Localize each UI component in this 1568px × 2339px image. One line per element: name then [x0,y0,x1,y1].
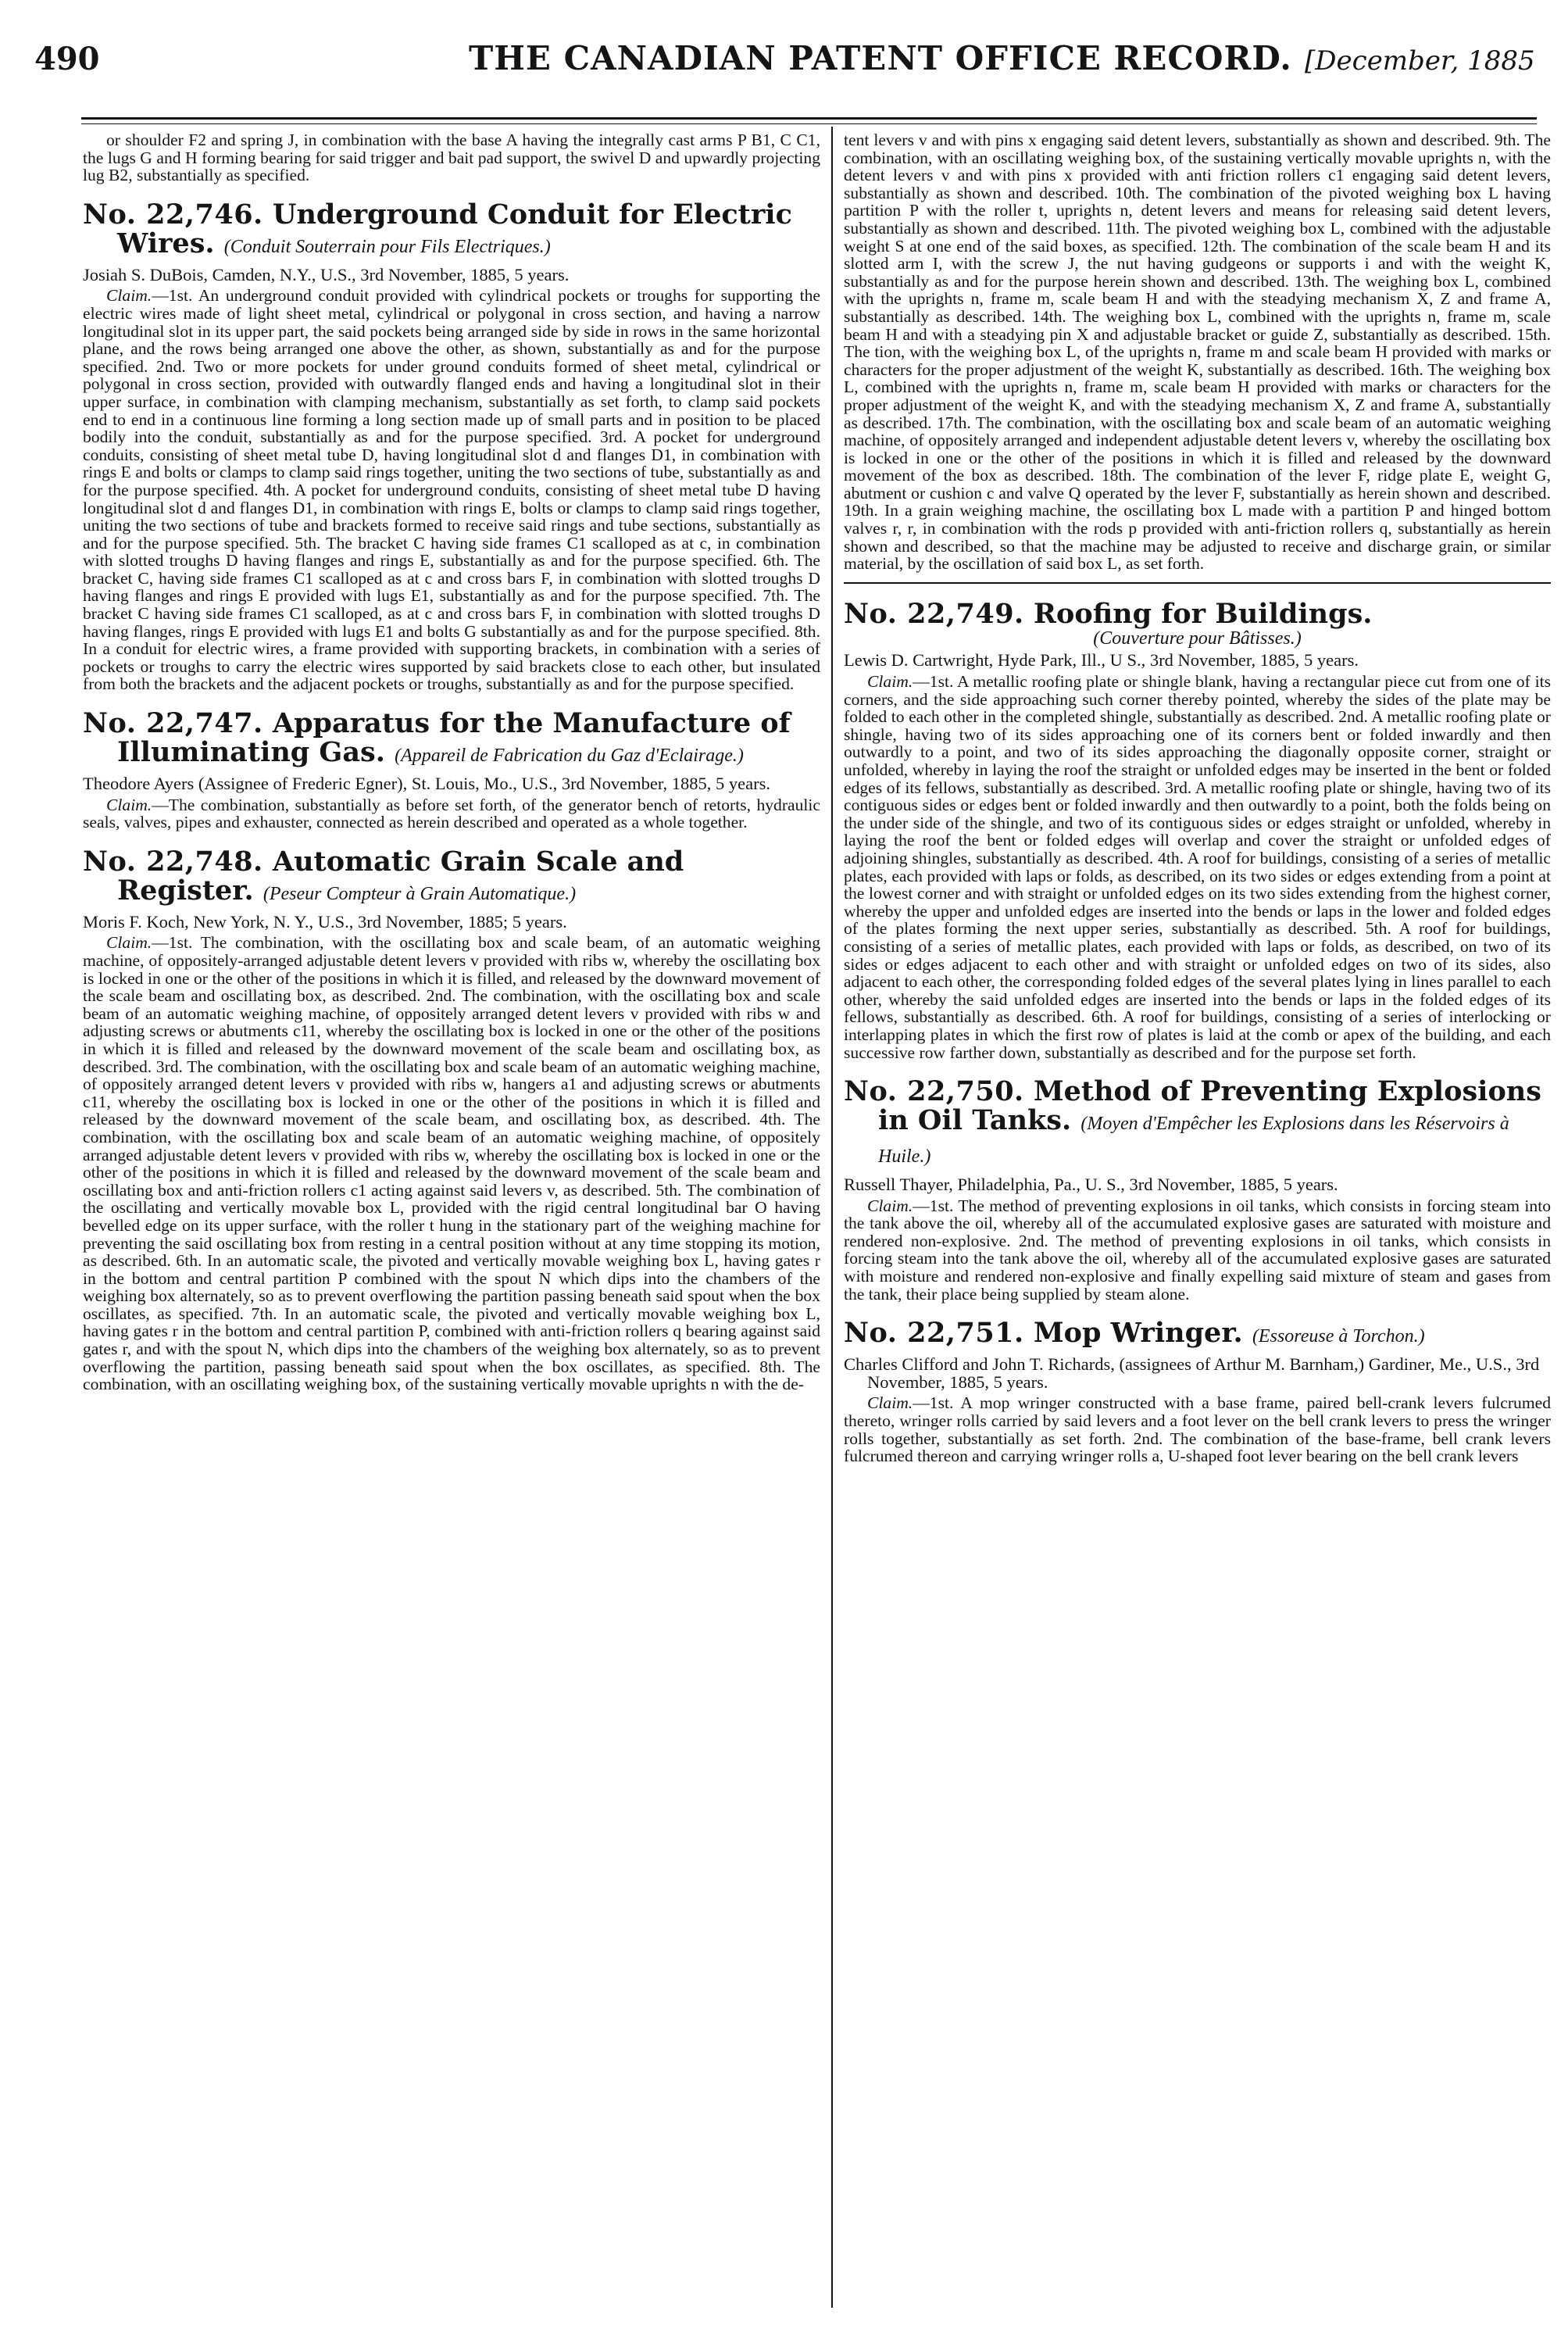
claim-text: —1st. The method of preventing explosions in oil tanks, which consists in forcing steam into the tank above the oil, whereby all of the accumulated explosive gases are saturated with moisture and rendered non-explosive. 2nd. The method of preventing explosions in oil tanks, which consists in forcing steam into the tank above the oil, whereby all of the accumulated explosive gases are saturated with moisture and rendered non-explosive and finally expelling said mixture of steam and gases from the tank, their place being supplied by steam alone. [844,1196,1551,1304]
patent-french-title: (Moyen d'Empêcher les Explosions dans les Réservoirs à Huile.) [878,1114,1509,1168]
continued-text: tent levers v and with pins x engaging said detent levers, substantially as shown and described. 9th. The combination, with an oscillating weighing box, of the sustaining vertically movable uprights n, with the detent levers v and with pins x provided with anti friction rollers c1 engaging said detent levers, substantially as shown and described. 10th. The combination of the pivoted weighing box L having partition P with the roller t, uprights n, detent levers and means for releasing said detent levers, substantially as shown and described. 11th. The pivoted weighing box L, combined with the adjustable weight S at one end of the said boxes, as specified. 12th. The combination of the scale beam H and its slotted arm I, with the screw J, the nut having gudgeons or supports i and with the weight K, substantially as and for the purpose herein shown and described. 13th. The weighing box L, combined with the uprights n, frame m, scale beam H and with the steadying mechanism X, Z and frame A, substantially as described. 14th. The weighing box L, combined with the uprights n, frame m, scale beam H and with a steadying pin X and adjustable bracket or guide Z, substantially as described. 15th. The tion, with the weighing box L, of the uprights n, frame m and scale beam H provided with marks or characters for the proper adjustment of the weight K, substantially as described. 16th. The weighing box L, combined with the uprights n, frame m, scale beam H provided with marks or characters for the proper adjustment of the weight K, and with the steadying mechanism X, Z and frame A, substantially as described. 17th. The combination, with the oscillating box and scale beam of an automatic weighing machine, of oppositely arranged and independent adjustable detent levers v, whereby the oscillating box is locked in one or the other of the positions in which it is filled and released by the downward movement of the box as described. 18th. The combination of the lever F, ridge plate E, weight G, abutment or cushion c and valve Q operated by the lever F, substantially as herein shown and described. 19th. In a grain weighing machine, the oscillating box L made with a partition P and hinged bottom valves r, r, in combination with the rods p provided with anti-friction rollers q, substantially as herein shown and described, so that the machine may be adjusted to receive and discharge grain, or similar material, by the oscillation of said box L, as set forth. [844,131,1551,574]
claim-text: —1st. An underground conduit provided with cylindrical pockets or troughs for supporting the electric wires made of light sheet metal, cylindrical or polygonal in cross section, and having a narrow longitudinal slot in its upper part, the said pockets being arranged side by side in rows in the same horizontal plane, and the rows being arranged one above the other, as shown, substantially as and for the purpose specified. 2nd. Two or more pockets for under ground conduits formed of sheet metal, cylindrical or polygonal in cross section, provided with outwardly flanged ends and having a longitudinal slot in their upper surface, in combination with clamping mechanism, substantially as set forth, to clamp said pockets end to end in a continuous line forming a long section made up of small parts and in position to be placed bodily into the conduit, substantially as and for the purpose specified. 3rd. A pocket for underground conduits, consisting of sheet metal tube D, having longitudinal slot d and flanges D1, in combination with rings E and bolts or clamps to clamp said rings together, uniting the two sections of tube, substantially as and for the purpose specified. 4th. A pocket for underground conduits, consisting of sheet metal tube D having longitudinal slot d and flanges D1, in combination with rings E, bolts or clamps to clamp said rings together, uniting the two sections of tube and brackets formed to receive said rings and tube sections, substantially as and for the purpose specified. 5th. The bracket C having side frames C1 scalloped as at c, in combination with slotted troughs D having flanges and rings E, substantially as and for the purpose specified. 6th. The bracket C, having side frames C1 scalloped as at c and cross bars F, in combination with slotted troughs D having flanges and rings E provided with lugs E1, substantially as and for the purpose specified. 7th. The bracket C having side frames C1 scalloped, as at c and cross bars F, in combination with slotted troughs D having flanges, rings E provided with lugs E1 and bolts G substantially as and for the purpose specified. 8th. In a conduit for electric wires, a frame provided with supporting brackets, in combination with a series of pockets or troughs to carry the electric wires supported by said brackets close to each other, but insulated from both the brackets and the adjacent pockets or troughs, substantially as and for the purpose specified. [83,286,820,694]
patent-french-title: (Peseur Compteur à Grain Automatique.) [263,883,577,904]
left-column [83,131,820,2316]
claim-label: Claim. [867,1393,913,1413]
claim-text: —1st. A metallic roofing plate or shingle blank, having a rectangular piece cut from one of its corners, and the side approaching such corner thereby pointed, whereby the sides of the plate may be folded to each other in the completed shingle, substantially as described. 2nd. A metallic roofing plate or shingle, having two of its sides approaching one of its corners bent or folded inwardly and then outwardly to a point, and two of its sides approaching the diagonally opposite corner, straight or unfolded, whereby in laying the roof the straight or unfolded edges may be inserted in the bent or folded edges of its fellows, substantially as described. 3rd. A metallic roofing plate or shingle, having two of its contiguous sides or edges bent or folded inwardly and then outwardly to a point, both the folds being on the under side of the shingle, and two of its contiguous sides or edges straight or unfolded, whereby in laying the roof the bent or folded edges will overlap and cover the straight or unfolded edges of adjoining shingles, substantially as described. 4th. A roof for buildings, consisting of a series of metallic plates, each provided with laps or folds, as described, on its two sides or edges extending from a point at the lowest corner and with straight or unfolded edges on its two sides extending from the highest corner, whereby the upper and unfolded edges are inserted into the bends or laps in the lower and folded edges of the plates forming the next upper series, substantially as described. 5th. A roof for buildings, consisting of a series of metallic plates, each provided with laps or folds, as described, on two of its sides or edges adjacent to each other and with straight or unfolded edges on two of its sides, also adjacent to each other, the corresponding folded edges of the several plates lying in lines parallel to each other, whereby the said unfolded edges are inserted into the bends or laps in the folded edges of its fellows, substantially as described. 6th. A roof for buildings, consisting of a series of interlocking or interlapping plates in which the first row of plates is laid at the comb or apex of the building, and each successive row farther down, substantially as described and for the purpose set forth. [844,672,1551,1062]
claim-label: Claim. [867,1196,913,1215]
patent-heading [83,709,820,771]
patent-heading [83,847,820,909]
patent-22751 [844,1318,1551,1465]
patent-heading [844,599,1551,628]
right-column [844,131,1551,2316]
patent-french-title: (Couverture pour Bâtisses.) [1093,628,1302,649]
page-number: 490 [34,41,100,77]
header-rule-thin [81,123,1537,124]
patent-title: Apparatus for the Manufacture of Illuminating Gas. [117,707,791,769]
patent-22746 [83,200,820,693]
patent-claim [83,796,820,832]
patent-inventor: Josiah S. DuBois, Camden, N.Y., U.S., 3rd November, 1885, 5 years. [83,264,570,284]
patent-claim [83,287,820,693]
patent-inventor: Moris F. Koch, New York, N. Y., U.S., 3rd November, 1885; 5 years. [83,911,567,932]
patent-french-title: (Appareil de Fabrication du Gaz d'Eclairage.) [395,746,744,767]
patent-title: Underground Conduit for Electric Wires. [117,198,792,259]
patent-inventor: Russell Thayer, Philadelphia, Pa., U. S., 3rd November, 1885, 5 years. [844,1175,1338,1195]
patent-number: No. 22,751. [844,1317,1024,1350]
running-date: [December, 1885 [1305,45,1535,77]
patent-claim [83,934,820,1393]
patent-inventor: Theodore Ayers (Assignee of Frederic Egner), St. Louis, Mo., U.S., 3rd November, 1885, 5 years. [83,774,770,794]
patent-22749 [844,599,1551,1061]
patent-22748 [83,847,820,1393]
patent-heading [844,1318,1551,1351]
patent-heading [844,1077,1551,1171]
section-rule [844,582,1551,584]
patent-title: Method of Preventing Explosions in Oil Tanks. [878,1075,1541,1137]
patent-french-title: (Conduit Souterrain pour Fils Electriques.) [223,236,551,257]
patent-french-title: (Essoreuse à Torchon.) [1252,1326,1425,1347]
patent-inventor: Lewis D. Cartwright, Hyde Park, Ill., U S., 3rd November, 1885, 5 years. [844,650,1359,671]
column-divider [831,127,833,2308]
patent-claim [844,673,1551,1061]
claim-text: —The combination, substantially as before set forth, of the generator bench of retorts, hydraulic seals, valves, pipes and exhauster, connected as herein described and operated as a whole together. [83,795,820,832]
patent-number: No. 22,750. [844,1075,1024,1108]
running-title: THE CANADIAN PATENT OFFICE RECORD. [469,39,1292,77]
claim-label: Claim. [106,933,152,953]
claim-label: Claim. [106,795,152,814]
patent-number: No. 22,747. [83,707,263,740]
patent-22750 [844,1077,1551,1303]
patent-22747 [83,709,820,832]
patent-claim [844,1394,1551,1465]
claim-label: Claim. [106,286,152,306]
patent-inventor: Charles Clifford and John T. Richards, (assignees of Arthur M. Barnham,) Gardiner, Me., U.S., 3rd November, 1885, 5 years. [844,1354,1540,1392]
claim-text: —1st. The combination, with the oscillating box and scale beam, of an automatic weighing machine, of oppositely-arranged adjustable detent levers v provided with ribs w, whereby the oscillating box is locked in one or the other of the positions in which it is filled, and released by the downward movement of the scale beam and oscillating box, as described. 2nd. The combination, with the oscillating box and scale beam of an automatic weighing machine, of oppositely arranged detent levers v provided with ribs w and adjusting screws or abutments c11, whereby the oscillating box is locked in one or the other of the positions in which it is filled and released by the downward movement of the scale beam and oscillating box, as described. 3rd. The combination, with the oscillating box and scale beam of an automatic weighing machine, of oppositely arranged detent levers v provided with ribs w, hangers a1 and adjusting screws or abutments c11, whereby the oscillating box is locked in one or the other of the positions in which it is filled and released by the downward movement of the scale beam, and oscillating box, as described. 4th. The combination, with the oscillating box and scale beam of an automatic weighing machine, of oppositely arranged adjustable detent levers v provided with ribs w, whereby the oscillating box is locked in one or the other of the positions in which it is filled and released by the downward movement of the scale beam and oscillating box and anti-friction rollers c1 acting against said levers v, as described. 5th. The combination of the oscillating and vertically movable box L, provided with the rigid central longitudinal bar O having bevelled edge on its upper surface, with the roller t hung in the stationary part of the weighing machine for preventing the said oscillating box from resting in a central position without at any time stopping its motion, as described. 6th. In an automatic scale, the pivoted and vertically movable weighing box L, having gates r in the bottom and central partition P combined with the spout N which dips into the chambers of the weighing box alternately, so as to prevent overflowing the partition passing beneath said spout when the box oscillates, as specified. 7th. In an automatic scale, the pivoted and vertically movable weighing box L, having gates r in the bottom and central partition P, combined with anti-friction rollers q bearing against said gates r, and with the spout N, which dips into the chambers of the weighing box alternately, so as to prevent overflowing the partition, passing beneath said spout when the box oscillates, as specified. 8th. The combination, with an oscillating weighing box, of the sustaining vertically movable uprights n with the de- [83,933,820,1394]
patent-number: No. 22,746. [83,198,263,231]
patent-title: Automatic Grain Scale and Register. [117,845,684,907]
patent-number: No. 22,748. [83,845,263,878]
patent-heading [83,200,820,262]
patent-claim [844,1197,1551,1304]
continued-text: or shoulder F2 and spring J, in combination with the base A having the integrally cast arms P B1, C C1, the lugs G and H forming bearing for said trigger and bait pad support, the swivel D and upwardly projecting lug B2, substantially as specified. [83,131,820,185]
patent-title: Roofing for Buildings. [1033,597,1373,630]
patent-number: No. 22,749. [844,597,1024,630]
patent-title: Mop Wringer. [1033,1317,1243,1350]
claim-text: —1st. A mop wringer constructed with a base frame, paired bell-crank levers fulcrumed thereto, wringer rolls carried by said levers and a foot lever on the bell crank levers to press the wringer rolls together, substantially as set forth. 2nd. The combination of the base-frame, bell crank levers fulcrumed thereon and carrying wringer rolls a, U-shaped foot lever bearing on the bell crank levers [844,1393,1551,1466]
claim-label: Claim. [867,672,913,692]
header-rule [81,117,1537,120]
